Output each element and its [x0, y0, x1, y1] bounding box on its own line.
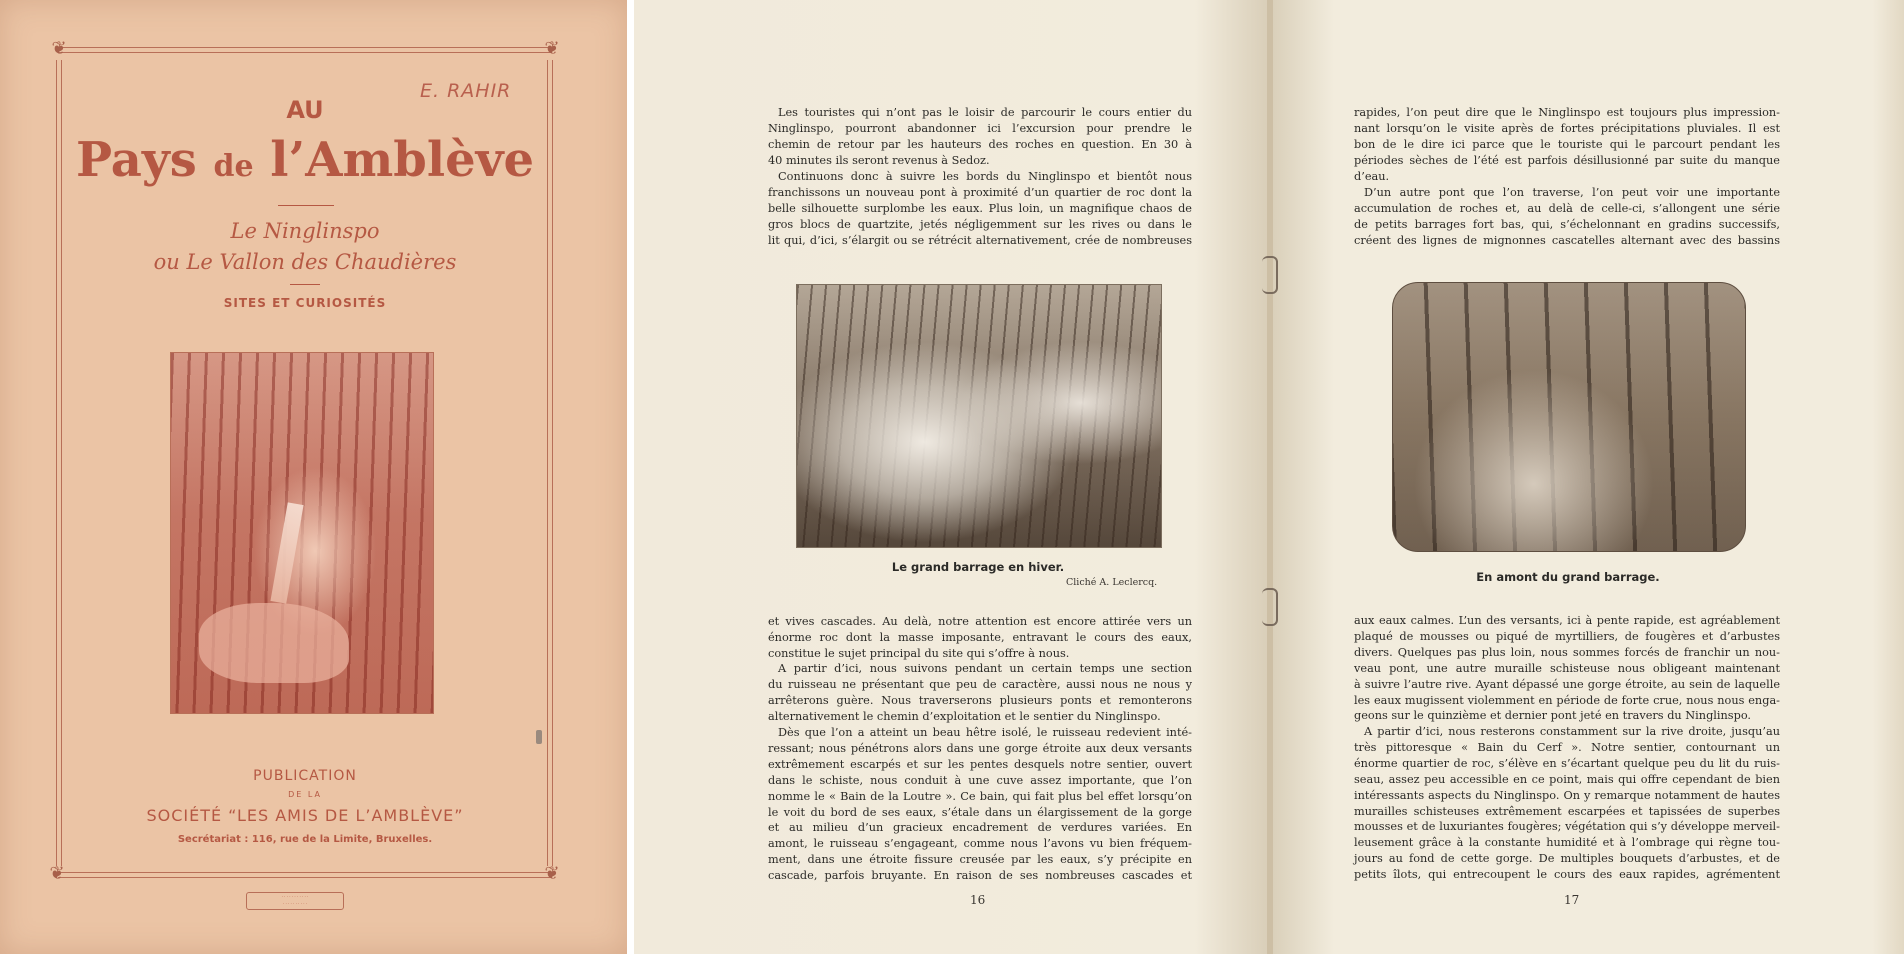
text-line: 40 minutes ils seront revenus à Sedoz. [768, 153, 990, 167]
text-line: D’un autre pont que l’on traverse, l’on peut voir une importante [1364, 186, 1780, 199]
text-line: constitue le sujet principal du site qui s’offre à nous. [768, 646, 1070, 660]
text-line: arrêterons guère. Nous traverserons plusieurs ponts et remonterons [768, 693, 1192, 707]
text-line: lit qui, d’ici, s’élargit ou se rétrécit alternativement, crée de nombreuses [768, 233, 1192, 247]
text-line: rapides, l’on peut dire que le Ninglinspo est toujours plus impression- [1354, 106, 1780, 119]
text-line: bon de le dire ici parce que le touriste qui le parcourt pendant les [1354, 137, 1780, 151]
text-line: mousses et de luxuriantes fougères; végétation qui s’y développe merveil- [1354, 820, 1780, 834]
corner-ornament-icon: ❦ [544, 863, 560, 884]
page16-paragraph-1 [768, 105, 1192, 169]
text-line: franchissons un nouveau pont à proximité d’un quartier de roc dont la [768, 185, 1192, 199]
text-line: Les touristes qui n’ont pas le loisir de parcourir le cours entier du [778, 106, 1192, 119]
photo-credit: Cliché A. Leclercq. [1066, 577, 1158, 588]
booklet-cover [0, 0, 627, 954]
cover-photo-waterfall [170, 352, 434, 714]
page17-paragraph-3 [1354, 613, 1780, 724]
text-line: murailles schisteuses extrêmement escarpées et tapissées de superbes [1354, 804, 1780, 818]
text-line: intéressants aspects du Ninglinspo. On y remarque notamment de hautes [1354, 788, 1780, 802]
text-line: amont, le ruisseau s’engageant, comme nous l’avons vu bien fréquem- [768, 837, 1192, 851]
text-line: leusement grâce à la constante humidité et à l’ombrage qui règne tou- [1354, 836, 1780, 850]
text-line: plaqué de mousses ou piqué de myrtilliers, de fougères et d’arbustes [1354, 629, 1780, 643]
text-line: A partir d’ici, nous suivons pendant un certain temps une section [778, 662, 1192, 675]
text-line: et au milieu d’un gracieux encadrement de verdures variées. En [768, 821, 1192, 835]
text-line: chemin de retour par les hauteurs des roches en question. En 30 à [768, 137, 1192, 151]
text-line: A partir d’ici, nous resterons constamment sur la rive droite, jusqu’au [1364, 725, 1780, 738]
text-line: à suivre l’autre rive. Ayant dépassé une gorge étroite, au sein de laquelle [1354, 677, 1780, 691]
cover-frame-bottom [58, 872, 552, 878]
text-line: périodes sèches de l’été est parfois désillusionné par suite du manque [1354, 153, 1780, 167]
cover-society-name: SOCIÉTÉ “LES AMIS DE L’AMBLÈVE” [146, 806, 464, 825]
text-line: le voit du bord de ses eaux, s’étale dans un élargissement de la gorge [768, 805, 1192, 819]
cover-subtitle: Le Ninglinspo [230, 219, 380, 243]
text-line: énorme quartier de roc, s’élève en s’écartant quelque peu du lit du ruis- [1354, 756, 1780, 770]
text-line: énorme roc dont la masse imposante, entravant le cours des eaux, [768, 630, 1192, 644]
cover-author: E. RAHIR [420, 80, 512, 102]
cover-frame-top [58, 47, 552, 53]
cover-title [0, 132, 610, 188]
cover-secretariat-address: Secrétariat : 116, rue de la Limite, Bruxelles. [177, 834, 433, 845]
text-line: Continuons donc à suivre les bords du Ninglinspo et bientôt nous [778, 170, 1192, 183]
page17-paragraph-2 [1354, 185, 1780, 249]
cover-title-part: Pays [75, 132, 214, 188]
text-line: geons sur le quinzième et dernier pont jeté en travers du Ninglinspo. [1354, 709, 1752, 723]
cover-title-part: l’Amblève [253, 132, 535, 188]
figure-caption: En amont du grand barrage. [1476, 570, 1660, 584]
text-line: veau pont, une autre muraille schisteuse nous obligeant maintenant [1354, 661, 1780, 675]
waterfall-shape [270, 502, 303, 603]
corner-ornament-icon: ❦ [49, 863, 65, 884]
staple [536, 730, 542, 744]
page16-paragraph-4 [768, 661, 1192, 725]
text-line: Ninglinspo, pourront abandonner ici l’excursion pour prendre le [768, 121, 1192, 135]
text-line: dans le schiste, nous conduit à une cuve assez importante, que l’on [768, 773, 1192, 787]
cover-publication-label: PUBLICATION [253, 768, 357, 784]
text-line: accumulation de roches et, au delà de celle-ci, s’allongent une série [1354, 201, 1780, 215]
cover-divider [290, 284, 320, 285]
text-line: divers. Quelques pas plus loin, nous sommes forcés de franchir un nou- [1354, 645, 1780, 659]
photo-upstream-grand-barrage [1392, 282, 1746, 552]
text-line: nomme le « Bain de la Loutre ». Ce bain, qui fait plus bel effet lorsqu’on [768, 789, 1192, 803]
cover-sites-label: SITES ET CURIOSITÉS [223, 296, 387, 310]
text-line: aux eaux calmes. L’un des versants, ici à pente rapide, est agréablement [1354, 614, 1780, 627]
binding-stitch [1262, 256, 1278, 294]
text-line: ment, dans une étroite fissure creusée par les eaux, s’y précipite en [768, 853, 1192, 867]
page17-paragraph-1 [1354, 105, 1780, 185]
text-line: d’eau. [1354, 169, 1390, 183]
text-line: créent des lignes de mignonnes cascatelles alternant avec des bassins [1354, 233, 1780, 247]
text-line: du ruisseau ne présentant que peu de caractère, aussi nous ne nous y [768, 677, 1192, 691]
page-number: 16 [970, 893, 986, 907]
corner-ornament-icon: ❦ [51, 38, 67, 59]
cover-title-de: de [213, 149, 254, 184]
text-line: petits îlots, qui entrecoupent le cours des eaux rapides, agrémentent [1354, 868, 1780, 882]
text-line: très pittoresque « Bain du Cerf ». Notre sentier, contournant un [1354, 740, 1780, 754]
page17-paragraph-4 [1354, 724, 1780, 883]
text-line: et vives cascades. Au delà, notre attention est encore attirée vers un [768, 615, 1192, 628]
cover-publication-dela: DE LA [288, 790, 322, 799]
text-line: nant lorsqu’on le visite après de fortes précipitations pluviales. Il est [1354, 121, 1780, 135]
text-line: gros blocs de quartzite, jetés négligemment sur les rives ou dans le [768, 217, 1192, 231]
text-line: alternativement le chemin d’exploitation et le sentier du Ninglinspo. [768, 709, 1161, 723]
text-line: les eaux mugissent violemment en période de forte crue, nous nous enga- [1354, 693, 1780, 707]
cover-title-au: AU [286, 96, 324, 124]
cover-divider [278, 205, 334, 206]
photo-grand-barrage-winter [796, 284, 1162, 548]
page16-paragraph-3 [768, 614, 1192, 662]
text-line: cascade, parfois bruyante. En raison de ses nombreuses cascades et [768, 869, 1192, 883]
page16-paragraph-2 [768, 169, 1192, 249]
page-number: 17 [1564, 893, 1580, 907]
text-line: jours au fond de cette gorge. De multiples bouquets d’arbustes, et de [1354, 852, 1780, 866]
text-line: belle silhouette surplombe les eaux. Plus loin, un magnifique chaos de [768, 201, 1192, 215]
figure-caption: Le grand barrage en hiver. [891, 560, 1065, 574]
binding-stitch [1262, 588, 1278, 626]
text-line: de petits barrages fort bas, qui, s’échelonnant en gradins successifs, [1354, 217, 1780, 231]
cover-subtitle: ou Le Vallon des Chaudières [153, 250, 457, 274]
rock-shape [199, 603, 349, 683]
text-line: seau, assez peu accessible en ce point, mais qui offre cependant de bien [1354, 772, 1780, 786]
text-line: Dès que l’on a atteint un beau hêtre isolé, le ruisseau redevient inté- [778, 726, 1192, 739]
binding-gutter [1267, 0, 1273, 954]
page16-paragraph-5 [768, 725, 1192, 884]
text-line: ressant; nous pénétrons alors dans une gorge étroite aux deux versants [768, 741, 1192, 755]
text-line: extrêmement escarpés et sur les pentes desquels notre sentier, ouvert [768, 757, 1192, 771]
corner-ornament-icon: ❦ [544, 38, 560, 59]
printer-stamp: · · · · · · · · · · · · · · · · · · · · · [246, 892, 344, 910]
